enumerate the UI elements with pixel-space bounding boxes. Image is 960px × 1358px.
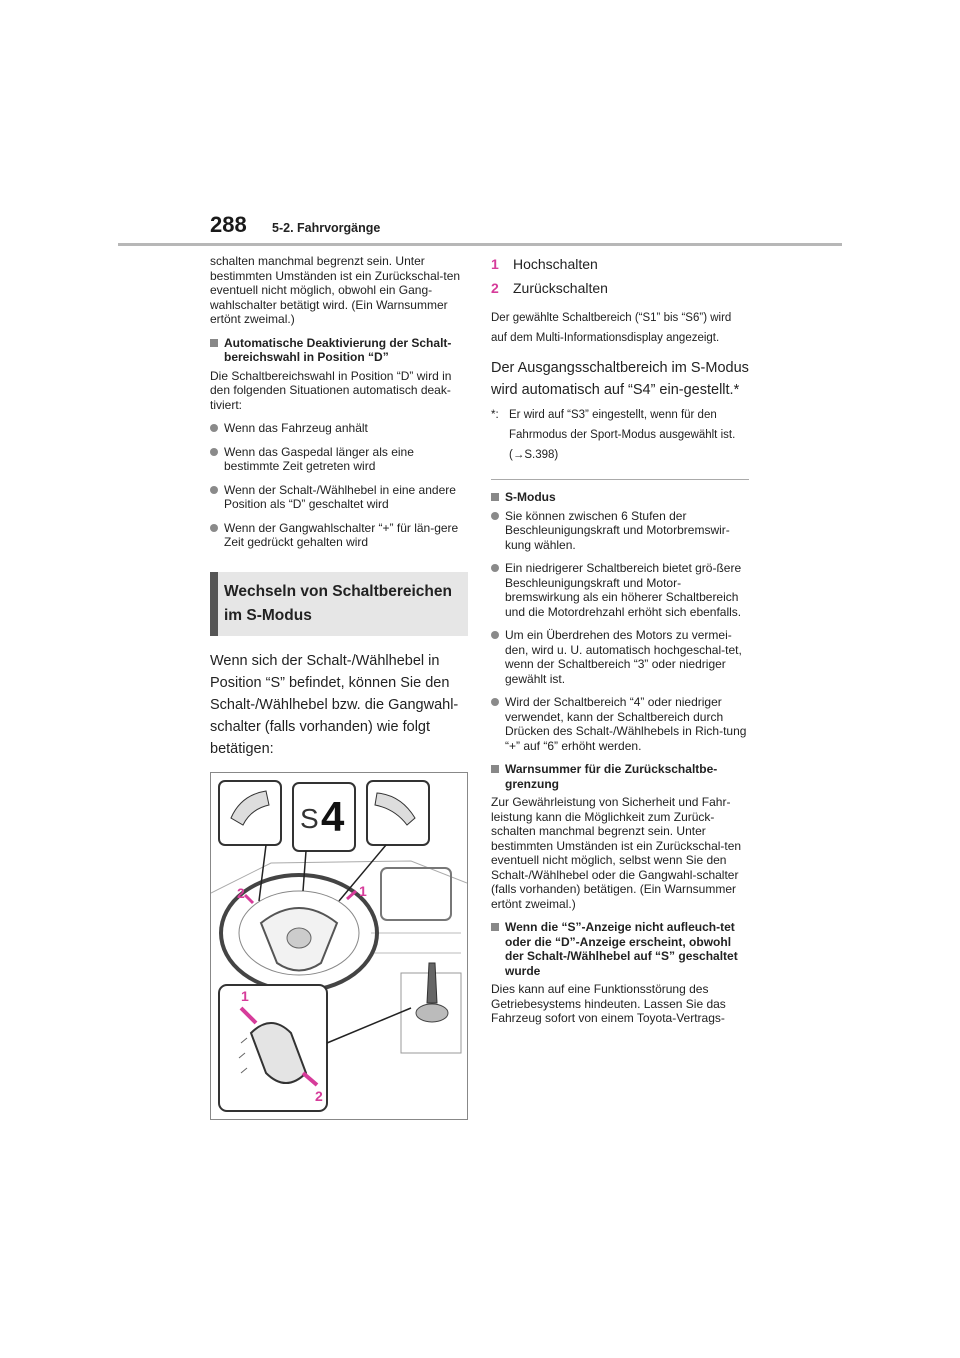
bullet-icon xyxy=(210,486,218,494)
subheading-auto-deactivation: Automatische Deaktivierung der Schalt-bereichswahl in Position “D” xyxy=(210,336,468,365)
bullet-icon xyxy=(491,698,499,706)
list-item: Um ein Überdrehen des Motors zu vermei-den, wird u. U. automatisch hochgeschal-tet, wenn der Schaltbereich “3” oder niedriger gewählt ist. xyxy=(491,628,749,686)
callout-2-bottom: 2 xyxy=(315,1087,323,1104)
subheading-warning-buzzer: Warnsummer für die Zurückschaltbe-grenzung xyxy=(491,762,749,791)
header-rule xyxy=(118,243,842,246)
default-range-text: Der Ausgangsschaltbereich im S-Modus wird automatisch auf “S4” ein-gestellt.* xyxy=(491,360,749,398)
section-title: 5-2. Fahrvorgänge xyxy=(272,221,381,235)
intro-paragraph: Wenn sich der Schalt-/Wählhebel in Position “S” befindet, können Sie den Schalt-/Wählhebel bzw. die Gangwahl-schalter (falls vorhanden) wie folgt betätigen: xyxy=(210,652,459,757)
bullet-icon xyxy=(210,424,218,432)
square-bullet-icon xyxy=(210,339,218,347)
list-item: 1 Hochschalten xyxy=(491,256,598,272)
list-item: Wenn das Fahrzeug anhält xyxy=(210,421,468,436)
list-item: Wenn das Gaspedal länger als eine bestimmte Zeit getreten wird xyxy=(210,445,468,474)
callout-1-top: 1 xyxy=(359,882,367,899)
right-column xyxy=(491,254,749,1035)
gear-lever xyxy=(427,963,437,1003)
intro-text: schalten manchmal begrenzt sein. Unter bestimmten Umständen ist ein Zurückschal-ten eventuell nicht möglich, obwohl ein Gang-wahlschalter betätigt wird. (Ein Warnsummer ertönt zweimal.) xyxy=(210,254,461,326)
list-item: Sie können zwischen 6 Stufen der Beschleunigungskraft und Motorbremswir-kung wählen. xyxy=(491,509,749,553)
list-item: Wenn der Schalt-/Wählhebel in eine andere Position als “D” geschaltet wird xyxy=(210,483,468,512)
gear-number: 4 xyxy=(321,792,345,840)
callout-1-bottom: 1 xyxy=(241,987,249,1004)
warning-buzzer-text: Zur Gewährleistung von Sicherheit und Fahr-leistung kann die Möglichkeit zum Zurück-schalten manchmal begrenzt sein. Unter bestimmten Umständen ist ein Zurückschal-ten eventuell nicht möglich, selbst wenn Sie den Schalt-/Wählhebel oder die Gangwahl-schalter (falls vorhanden) betätigen. (Ein Warnsummer ertönt zweimal.) xyxy=(491,795,742,911)
callout-2-top: 2 xyxy=(237,884,245,901)
s-label: S xyxy=(300,802,319,834)
s-indicator-text: Dies kann auf eine Funktionsstörung des Getriebesystems hindeuten. Lassen Sie das Fahrzeug sofort von einem Toyota-Vertrags- xyxy=(491,982,726,1025)
bullet-icon xyxy=(210,448,218,456)
subheading-s-indicator: Wenn die “S”-Anzeige nicht aufleuch-tet oder die “D”-Anzeige erscheint, obwohl der Schalt-/Wählhebel auf “S” geschaltet wurde xyxy=(491,920,749,978)
divider xyxy=(491,479,749,480)
footnote: *: Er wird auf “S3” eingestellt, wenn für den Fahrmodus der Sport-Modus ausgewählt ist. (→S.398) xyxy=(491,409,736,461)
display-note: Der gewählte Schaltbereich (“S1” bis “S6”) wird auf dem Multi-Informationsdisplay angezeigt. xyxy=(491,312,732,344)
shift-illustration xyxy=(210,772,468,1120)
square-bullet-icon xyxy=(491,765,499,773)
bullet-icon xyxy=(491,631,499,639)
square-bullet-icon xyxy=(491,923,499,931)
list-item: 2 Zurückschalten xyxy=(491,280,608,296)
section-heading-box: Wechseln von Schaltbereichen im S-Modus xyxy=(210,572,468,636)
illustration-svg xyxy=(211,773,467,1119)
subheading-s-mode: S-Modus xyxy=(491,490,749,505)
left-column xyxy=(210,254,468,1120)
page-number: 288 xyxy=(210,212,247,237)
bullet-icon xyxy=(491,564,499,572)
bullet-icon xyxy=(210,524,218,532)
bullet-icon xyxy=(491,512,499,520)
square-bullet-icon xyxy=(491,493,499,501)
display-screen xyxy=(381,868,451,920)
list-item: Ein niedrigerer Schaltbereich bietet grö-ßere Beschleunigungskraft und Motor-bremswirkung als ein höherer Schaltbereich und die Motordrehzahl erhöht sich ebenfalls. xyxy=(491,561,749,619)
list-item: Wenn der Gangwahlschalter “+” für län-gere Zeit gedrückt gehalten wird xyxy=(210,521,468,550)
list-item: Wird der Schaltbereich “4” oder niedriger verwendet, kann der Schaltbereich durch Drücken des Schalt-/Wählhebels in Rich-tung “+” auf “6” erhöht werden. xyxy=(491,695,749,753)
auto-deactivation-text: Die Schaltbereichswahl in Position “D” wird in den folgenden Situationen automatisch deak-tiviert: xyxy=(210,368,452,412)
